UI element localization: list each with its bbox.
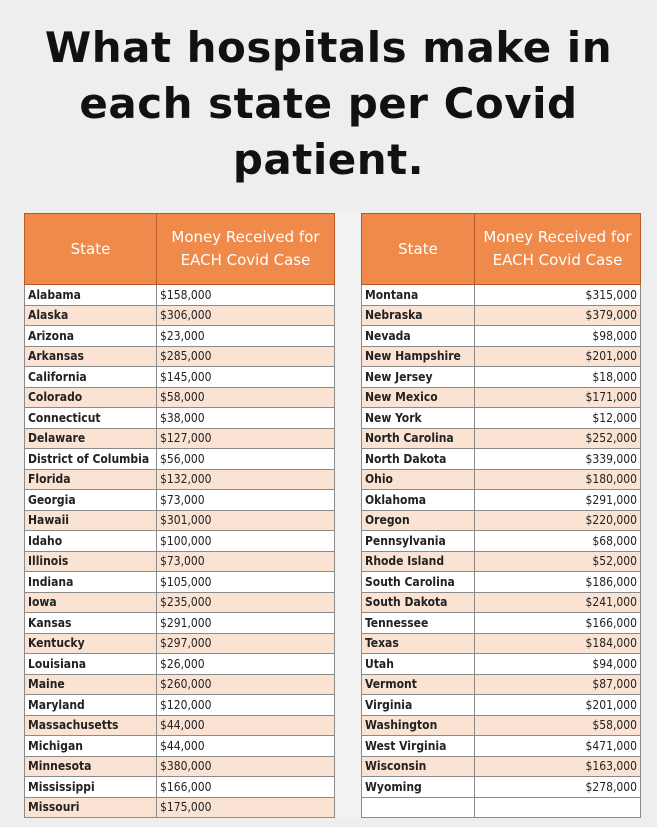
state-cell: Mississippi: [25, 777, 157, 798]
table-row: [362, 531, 641, 552]
amount-cell: $315,000: [475, 285, 641, 306]
right-table-body: [362, 285, 641, 818]
state-cell: Michigan: [25, 736, 157, 757]
amount-cell: $260,000: [157, 674, 335, 695]
table-row: [25, 674, 335, 695]
state-cell: Iowa: [25, 592, 157, 613]
table-row: [362, 326, 641, 347]
amount-cell: $58,000: [157, 387, 335, 408]
amount-cell: $73,000: [157, 490, 335, 511]
table-row: [362, 777, 641, 798]
table-row: [362, 387, 641, 408]
state-cell: Georgia: [25, 490, 157, 511]
state-cell: California: [25, 367, 157, 388]
title-line-2: each state per Covid: [79, 79, 578, 128]
amount-cell: $68,000: [475, 531, 641, 552]
money-header-line-1: Money Received for: [483, 228, 632, 246]
state-cell: Illinois: [25, 551, 157, 572]
amount-cell: $166,000: [157, 777, 335, 798]
amount-cell: $297,000: [157, 633, 335, 654]
state-cell: Minnesota: [25, 756, 157, 777]
table-row: [362, 428, 641, 449]
state-cell: Florida: [25, 469, 157, 490]
table-row: [362, 736, 641, 757]
state-cell: Rhode Island: [362, 551, 475, 572]
state-cell: New York: [362, 408, 475, 429]
state-cell: Alaska: [25, 305, 157, 326]
state-cell: Utah: [362, 654, 475, 675]
state-cell: Texas: [362, 633, 475, 654]
title-line-1: What hospitals make in: [44, 23, 613, 72]
state-cell: [362, 797, 475, 818]
amount-cell: $380,000: [157, 756, 335, 777]
state-cell: Hawaii: [25, 510, 157, 531]
state-cell: Pennsylvania: [362, 531, 475, 552]
state-cell: Maine: [25, 674, 157, 695]
table-row: [362, 449, 641, 470]
table-row: [362, 797, 641, 818]
table-row: [25, 592, 335, 613]
state-cell: Connecticut: [25, 408, 157, 429]
state-cell: Louisiana: [25, 654, 157, 675]
table-row: [25, 305, 335, 326]
amount-cell: $120,000: [157, 695, 335, 716]
amount-cell: $306,000: [157, 305, 335, 326]
amount-cell: $186,000: [475, 572, 641, 593]
state-cell: Arizona: [25, 326, 157, 347]
table-row: [362, 305, 641, 326]
table-gap: [334, 213, 361, 817]
money-header: [475, 214, 641, 285]
state-cell: New Jersey: [362, 367, 475, 388]
amount-cell: $291,000: [157, 613, 335, 634]
table-row: [25, 285, 335, 306]
left-table-body: [25, 285, 335, 818]
table-row: [362, 572, 641, 593]
state-cell: Massachusetts: [25, 715, 157, 736]
state-cell: Wyoming: [362, 777, 475, 798]
state-cell: Missouri: [25, 797, 157, 818]
amount-cell: $87,000: [475, 674, 641, 695]
table-row: [25, 326, 335, 347]
amount-cell: $235,000: [157, 592, 335, 613]
state-cell: Tennessee: [362, 613, 475, 634]
state-cell: Arkansas: [25, 346, 157, 367]
table-row: [362, 346, 641, 367]
amount-cell: $145,000: [157, 367, 335, 388]
table-row: [25, 633, 335, 654]
state-cell: Colorado: [25, 387, 157, 408]
table-row: [362, 613, 641, 634]
amount-cell: $38,000: [157, 408, 335, 429]
amount-cell: $201,000: [475, 346, 641, 367]
table-row: [362, 592, 641, 613]
table-row: [362, 469, 641, 490]
table-row: [25, 715, 335, 736]
state-cell: Delaware: [25, 428, 157, 449]
state-cell: Washington: [362, 715, 475, 736]
state-cell: Nebraska: [362, 305, 475, 326]
table-row: [25, 428, 335, 449]
money-header-line-2: EACH Covid Case: [492, 251, 623, 269]
state-cell: Oregon: [362, 510, 475, 531]
table-row: [25, 408, 335, 429]
state-cell: Montana: [362, 285, 475, 306]
table-row: [362, 285, 641, 306]
state-cell: Nevada: [362, 326, 475, 347]
state-cell: South Dakota: [362, 592, 475, 613]
table-row: [25, 490, 335, 511]
table-row: [362, 551, 641, 572]
table-row: [25, 613, 335, 634]
table-row: [25, 777, 335, 798]
state-cell: Ohio: [362, 469, 475, 490]
amount-cell: $94,000: [475, 654, 641, 675]
amount-cell: $339,000: [475, 449, 641, 470]
state-cell: Wisconsin: [362, 756, 475, 777]
state-cell: New Mexico: [362, 387, 475, 408]
amount-cell: $201,000: [475, 695, 641, 716]
amount-cell: $220,000: [475, 510, 641, 531]
amount-cell: $301,000: [157, 510, 335, 531]
amount-cell: $171,000: [475, 387, 641, 408]
amount-cell: $291,000: [475, 490, 641, 511]
amount-cell: $180,000: [475, 469, 641, 490]
state-cell: North Carolina: [362, 428, 475, 449]
amount-cell: $285,000: [157, 346, 335, 367]
table-row: [25, 551, 335, 572]
table-row: [25, 695, 335, 716]
money-header-line-2: EACH Covid Case: [180, 251, 311, 269]
amount-cell: [475, 797, 641, 818]
state-cell: Kansas: [25, 613, 157, 634]
amount-cell: $241,000: [475, 592, 641, 613]
table-row: [362, 633, 641, 654]
table-row: [362, 674, 641, 695]
state-cell: Alabama: [25, 285, 157, 306]
amount-cell: $158,000: [157, 285, 335, 306]
state-cell: Idaho: [25, 531, 157, 552]
state-cell: Indiana: [25, 572, 157, 593]
amount-cell: $252,000: [475, 428, 641, 449]
state-cell: Virginia: [362, 695, 475, 716]
amount-cell: $26,000: [157, 654, 335, 675]
state-cell: West Virginia: [362, 736, 475, 757]
table-row: [362, 510, 641, 531]
amount-cell: $471,000: [475, 736, 641, 757]
amount-cell: $18,000: [475, 367, 641, 388]
table-row: [362, 695, 641, 716]
amount-cell: $175,000: [157, 797, 335, 818]
table-row: [25, 449, 335, 470]
amount-cell: $132,000: [157, 469, 335, 490]
amount-cell: $44,000: [157, 715, 335, 736]
left-table: [24, 213, 335, 818]
table-row: [25, 510, 335, 531]
table-row: [25, 756, 335, 777]
state-cell: Vermont: [362, 674, 475, 695]
state-cell: Maryland: [25, 695, 157, 716]
table-row: [25, 797, 335, 818]
right-table: [361, 213, 641, 818]
table-row: [25, 654, 335, 675]
table-row: [25, 572, 335, 593]
table-row: [362, 654, 641, 675]
table-row: [25, 531, 335, 552]
state-cell: North Dakota: [362, 449, 475, 470]
state-cell: Kentucky: [25, 633, 157, 654]
state-cell: Oklahoma: [362, 490, 475, 511]
amount-cell: $73,000: [157, 551, 335, 572]
money-header-line-1: Money Received for: [171, 228, 320, 246]
state-cell: South Carolina: [362, 572, 475, 593]
amount-cell: $44,000: [157, 736, 335, 757]
amount-cell: $12,000: [475, 408, 641, 429]
table-row: [362, 408, 641, 429]
table-row: [362, 756, 641, 777]
amount-cell: $23,000: [157, 326, 335, 347]
amount-cell: $379,000: [475, 305, 641, 326]
amount-cell: $56,000: [157, 449, 335, 470]
table-row: [362, 715, 641, 736]
amount-cell: $278,000: [475, 777, 641, 798]
table-row: [25, 346, 335, 367]
state-cell: District of Columbia: [25, 449, 157, 470]
state-cell: New Hampshire: [362, 346, 475, 367]
amount-cell: $105,000: [157, 572, 335, 593]
amount-cell: $184,000: [475, 633, 641, 654]
table-row: [25, 469, 335, 490]
amount-cell: $100,000: [157, 531, 335, 552]
amount-cell: $163,000: [475, 756, 641, 777]
amount-cell: $166,000: [475, 613, 641, 634]
table-row: [25, 367, 335, 388]
state-header: State: [362, 214, 475, 285]
page-title: [0, 20, 657, 188]
title-line-3: patient.: [232, 135, 425, 184]
table-row: [25, 736, 335, 757]
money-header: [157, 214, 335, 285]
state-header: State: [25, 214, 157, 285]
amount-cell: $52,000: [475, 551, 641, 572]
table-row: [362, 367, 641, 388]
amount-cell: $127,000: [157, 428, 335, 449]
amount-cell: $98,000: [475, 326, 641, 347]
table-row: [362, 490, 641, 511]
amount-cell: $58,000: [475, 715, 641, 736]
table-row: [25, 387, 335, 408]
